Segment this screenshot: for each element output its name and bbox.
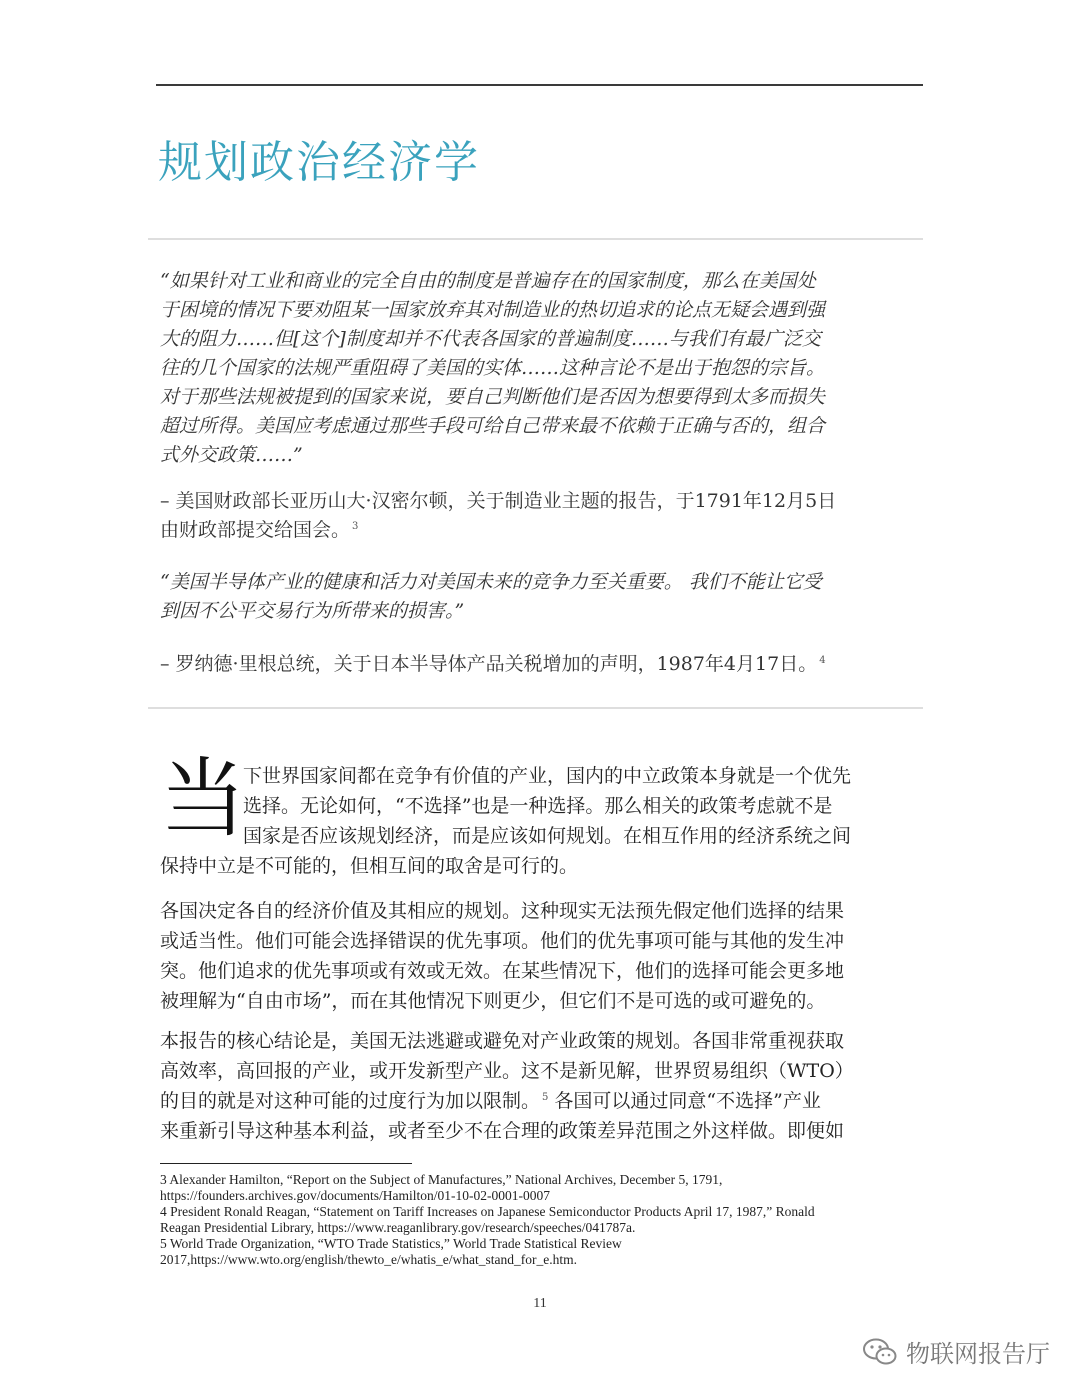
body-line: 国家是否应该规划经济，而是应该如何规划。在相互作用的经济系统之间 <box>243 825 852 847</box>
footnote-ref[interactable]: 5 <box>542 1091 549 1103</box>
body-line: 各国决定各自的经济价值及其相应的规划。这种现实无法预先假定他们选择的结果 <box>160 900 845 922</box>
paragraph-1-lines <box>243 761 923 851</box>
footnote-ref[interactable]: 4 <box>819 654 826 666</box>
quote-line: 式外交政策……” <box>160 444 303 466</box>
footnote-line: 4 President Ronald Reagan, “Statement on Tariff Increases on Japanese Semiconductor Products April 17, 1987,” Ronald <box>160 1204 815 1219</box>
footnote-link[interactable]: https://founders.archives.gov/documents/Hamilton/01-10-02-0001-0007 <box>160 1188 550 1203</box>
quote-line: 大的阻力……但[这个]制度却并不代表各国家的普遍制度……与我们有最广泛交 <box>160 328 821 350</box>
attribution-line: – 罗纳德·里根总统，关于日本半导体产品关税增加的声明，1987年4月17日。 <box>160 653 818 675</box>
quote-line: “美国半导体产业的健康和活力对美国未来的竞争力至关重要。 我们不能让它受 <box>160 571 822 593</box>
top-rule <box>156 84 923 86</box>
paragraph-3 <box>160 1026 922 1146</box>
footnote-link[interactable]: Reagan Presidential Library, https://www.reaganlibrary.gov/research/speeches/041787a. <box>160 1220 636 1235</box>
quote-reagan <box>160 568 920 626</box>
page-title: 规划政治经济学 <box>158 137 480 188</box>
body-line: 来重新引导这种基本利益，或者至少不在合理的政策差异范围之外这样做。即便如 <box>160 1120 845 1142</box>
body-line: 高效率，高回报的产业，或开发新型产业。这不是新见解，世界贸易组织（WTO） <box>160 1060 854 1082</box>
body-line: 或适当性。他们可能会选择错误的优先事项。他们的优先事项可能与其他的发生冲 <box>160 930 845 952</box>
footnote-ref[interactable]: 3 <box>352 520 359 532</box>
footnote-link[interactable]: 2017,https://www.wto.org/english/thewto_e/whatis_e/what_stand_for_e.htm. <box>160 1252 577 1267</box>
watermark <box>862 1334 1050 1369</box>
paragraph-1-rest: 保持中立是不可能的，但相互间的取舍是可行的。 <box>160 855 579 877</box>
body-line: 各国可以通过同意“不选择”产业 <box>548 1090 821 1112</box>
drop-cap: 当 <box>160 749 246 849</box>
footnote-line: 3 Alexander Hamilton, “Report on the Subject of Manufactures,” National Archives, December 5, 1791, <box>160 1172 723 1187</box>
body-line: 选择。无论如何，“不选择”也是一种选择。那么相关的政策考虑就不是 <box>243 795 833 817</box>
watermark-text: 物联网报告厅 <box>906 1340 1050 1368</box>
quote-divider-top <box>148 238 923 240</box>
page-number: 11 <box>533 1296 547 1311</box>
quote-line: 对于那些法规被提到的国家来说，要自己判断他们是否因为想要得到太多而损失 <box>160 386 826 408</box>
quote-line: 于困境的情况下要劝阻某一国家放弃其对制造业的热切追求的论点无疑会遇到强 <box>160 299 826 321</box>
attribution-hamilton <box>160 487 920 545</box>
attribution-reagan <box>160 650 920 679</box>
footnotes <box>160 1172 920 1268</box>
quote-divider-bottom <box>148 707 923 709</box>
body-line: 的目的就是对这种可能的过度行为加以限制。 <box>160 1090 541 1112</box>
quote-line: 到因不公平交易行为所带来的损害。” <box>160 600 465 622</box>
quote-line: “如果针对工业和商业的完全自由的制度是普遍存在的国家制度，那么在美国处 <box>160 270 816 292</box>
paragraph-2 <box>160 896 922 1016</box>
body-line: 下世界国家间都在竞争有价值的产业，国内的中立政策本身就是一个优先 <box>243 765 852 787</box>
attribution-line: – 美国财政部长亚历山大·汉密尔顿，关于制造业主题的报告，于1791年12月5日 <box>160 490 837 512</box>
body-line: 突。他们追求的优先事项或有效或无效。在某些情况下，他们的选择可能会更多地 <box>160 960 845 982</box>
wechat-icon <box>862 1337 898 1367</box>
footnote-rule <box>160 1163 412 1164</box>
quote-line: 超过所得。美国应考虑通过那些手段可给自己带来最不依赖于正确与否的，组合 <box>160 415 826 437</box>
footnote-line: 5 World Trade Organization, “WTO Trade Statistics,” World Trade Statistical Review <box>160 1236 622 1251</box>
quote-line: 往的几个国家的法规严重阻碍了美国的实体……这种言论不是出于抱怨的宗旨。 <box>160 357 826 379</box>
body-line: 被理解为“自由市场”，而在其他情况下则更少，但它们不是可选的或可避免的。 <box>160 990 826 1012</box>
body-line: 本报告的核心结论是，美国无法逃避或避免对产业政策的规划。各国非常重视获取 <box>160 1030 845 1052</box>
quote-hamilton <box>160 267 920 470</box>
attribution-line: 由财政部提交给国会。 <box>160 519 351 541</box>
